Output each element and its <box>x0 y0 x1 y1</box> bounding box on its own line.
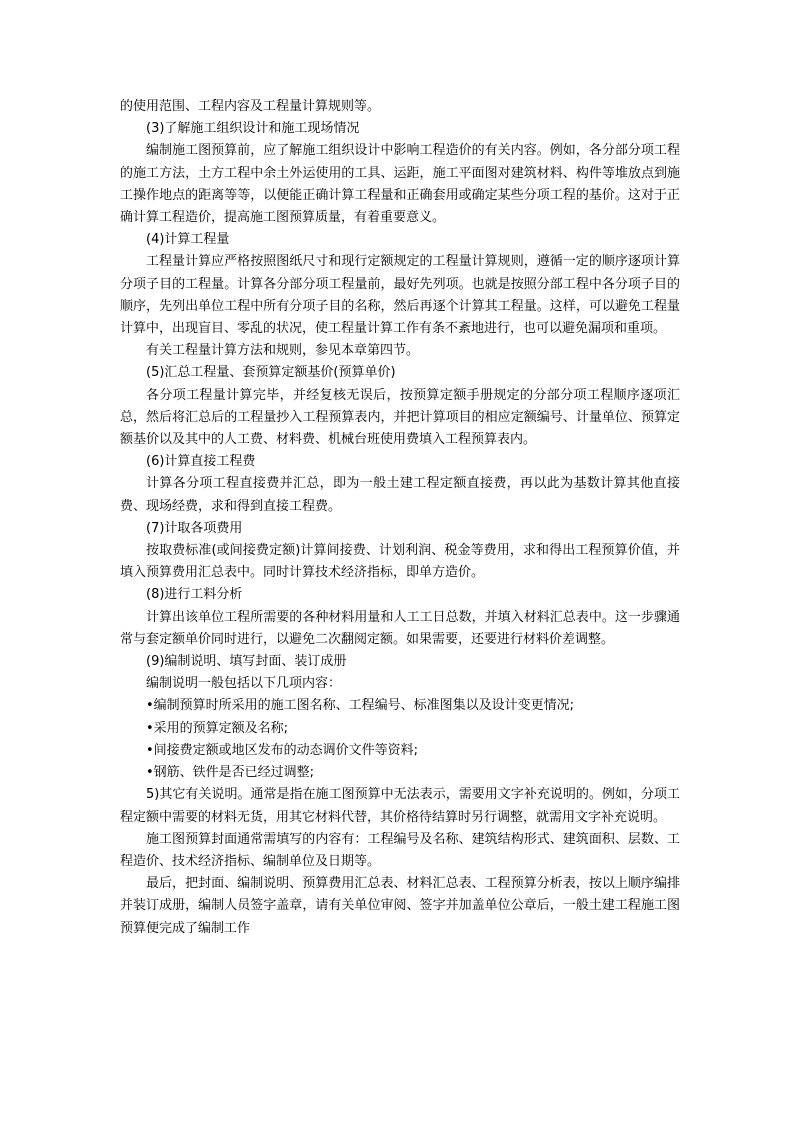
paragraph-6: 计算各分项工程直接费并汇总，即为一般土建工程定额直接费，再以此为基数计算其他直接费、现场经费，求和得到直接工程费。 <box>120 476 680 514</box>
heading-8: (8)进行工料分析 <box>146 587 243 603</box>
heading-7: (7)计取各项费用 <box>146 520 243 536</box>
bullet-item-4: •钢筋、铁件是否已经过调整; <box>146 765 315 781</box>
bullet-item-3: •间接费定额或地区发布的动态调价文件等资料; <box>146 742 419 758</box>
heading-6: (6)计算直接工程费 <box>146 454 256 470</box>
heading-9: (9)编制说明、填写封面、装订成册 <box>146 654 347 670</box>
paragraph-8: 计算出该单位工程所需要的各种材料用量和人工工日总数，并填入材料汇总表中。这一步骤通常与套定额单价同时进行，以避免二次翻阅定额。如果需要，还要进行材料价差调整。 <box>120 609 680 647</box>
heading-5: (5)汇总工程量、套预算定额基价(预算单价) <box>146 365 396 381</box>
paragraph-1: 的使用范围、工程内容及工程量计算规则等。 <box>120 99 381 114</box>
paragraph-5: 各分项工程量计算完毕，并经复核无误后，按预算定额手册规定的分部分项工程顺序逐项汇总，然后将汇总后的工程量抄入工程预算表内，并把计算项目的相应定额编号、计量单位、预算定额基价以及其中的人工费、材料费、机械台班使用费填入工程预算表内。 <box>120 387 680 448</box>
bullet-item-2: •采用的预算定额及名称; <box>146 720 289 736</box>
paragraph-11: 施工图预算封面通常需填写的内容有：工程编号及名称、建筑结构形式、建筑面积、层数、工程造价、技术经济指标、编制单位及日期等。 <box>120 831 680 869</box>
heading-3: (3)了解施工组织设计和施工现场情况 <box>146 121 360 137</box>
paragraph-4: 有关工程量计算方法和规则，参见本章第四节。 <box>146 343 420 359</box>
heading-4: (4)计算工程量 <box>146 232 230 248</box>
document-body <box>120 96 680 940</box>
paragraph-7: 按取费标准(或间接费定额)计算间接费、计划利润、税金等费用，求和得出工程预算价值，并填入预算费用汇总表中。同时计算技术经济指标，即单方造价。 <box>120 543 680 581</box>
paragraph-9: 编制说明一般包括以下几项内容： <box>146 676 342 692</box>
bullet-item-1: •编制预算时所采用的施工图名称、工程编号、标准图集以及设计变更情况; <box>146 698 575 714</box>
paragraph-3: 工程量计算应严格按照图纸尺寸和现行定额规定的工程量计算规则，遵循一定的顺序逐项计算分项子目的工程量。计算各分部分项工程量前，最好先列项。也就是按照分部工程中各分项子目的顺序，先列出单位工程中所有分项子目的名称，然后再逐个计算其工程量。这样，可以避免工程量计算中，出现盲目、零乱的状况，使工程量计算工作有条不紊地进行，也可以避免漏项和重项。 <box>120 254 680 337</box>
paragraph-10: 5)其它有关说明。通常是指在施工图预算中无法表示，需要用文字补充说明的。例如，分项工程定额中需要的材料无货，用其它材料代替，其价格待结算时另行调整，就需用文字补充说明。 <box>120 787 680 825</box>
paragraph-12: 最后，把封面、编制说明、预算费用汇总表、材料汇总表、工程预算分析表，按以上顺序编排并装订成册，编制人员签字盖章，请有关单位审阅、签字并加盖单位公章后，一般土建工程施工图预算便完成了编制工作 <box>120 876 680 936</box>
paragraph-2: 编制施工图预算前，应了解施工组织设计中影响工程造价的有关内容。例如，各分部分项工程的施工方法，土方工程中余土外运使用的工具、运距，施工平面图对建筑材料、构件等堆放点到施工操作地点的距离等等，以便能正确计算工程量和正确套用或确定某些分项工程的基价。这对于正确计算工程造价，提高施工图预算质量，有着重要意义。 <box>120 143 680 226</box>
